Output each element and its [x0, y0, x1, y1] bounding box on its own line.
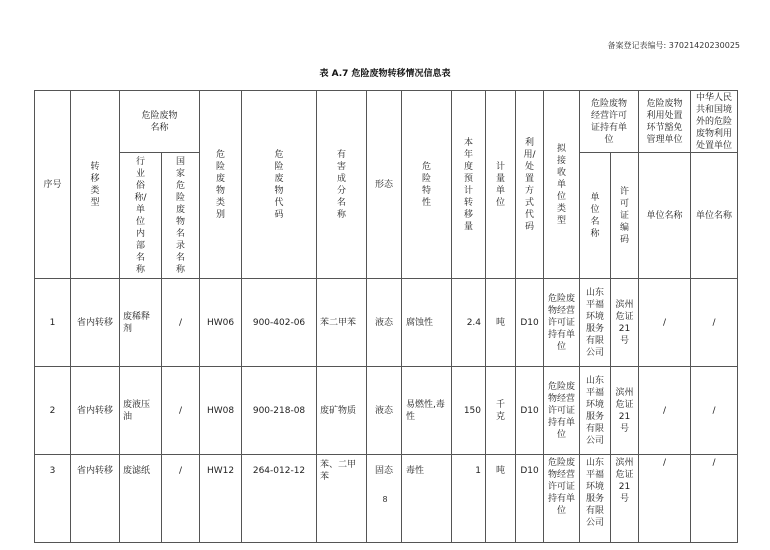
header-form: 形态: [367, 91, 402, 279]
header-waste-name-group: 危险废物名称: [120, 91, 200, 153]
cell-transfer-type: 省内转移: [71, 367, 120, 455]
cell-form: 固态: [367, 455, 402, 543]
header-unit-measure: 计量单位: [486, 91, 516, 279]
cell-disposal: D10: [516, 279, 544, 367]
header-transfer-type: 转移类型: [71, 91, 120, 279]
header-license-no: 许可证编码: [611, 153, 639, 279]
cell-amount: 1: [452, 455, 486, 543]
header-waste-category: 危险废物类别: [200, 91, 242, 279]
cell-hazard: 腐蚀性: [402, 279, 452, 367]
cell-abroad: /: [691, 367, 738, 455]
cell-category: HW08: [200, 367, 242, 455]
cell-seq: 2: [35, 367, 71, 455]
header-row-1: [35, 91, 738, 153]
cell-license: 滨州危证21号: [611, 367, 639, 455]
header-industry-name: 行业俗称/单位内部名称: [120, 153, 162, 279]
cell-unit: 千克: [486, 367, 516, 455]
cell-exempt: /: [639, 367, 691, 455]
header-holder-name: 单位名称: [580, 153, 611, 279]
cell-industry-name: 废液压油: [120, 367, 162, 455]
cell-seq: 1: [35, 279, 71, 367]
cell-hazard: 毒性: [402, 455, 452, 543]
header-license-holder-group: 危险废物经营许可证持有单位: [580, 91, 639, 153]
cell-license: 滨州危证21号: [611, 279, 639, 367]
cell-unit: 吨: [486, 279, 516, 367]
cell-code: 900-218-08: [242, 367, 317, 455]
header-harmful-components: 有害成分名称: [317, 91, 367, 279]
registration-number: 备案登记表编号: 37021420230025: [607, 41, 740, 50]
header-national-name: 国家危险废物名录名称: [162, 153, 200, 279]
cell-exempt: /: [639, 279, 691, 367]
table-frame: [34, 90, 737, 528]
cell-exempt: /: [639, 455, 691, 543]
cell-hazard: 易燃性,毒性: [402, 367, 452, 455]
cell-holder: 山东平福环境服务有限公司: [580, 279, 611, 367]
table-row: [35, 367, 738, 455]
header-seq: 序号: [35, 91, 71, 279]
table-row: [35, 279, 738, 367]
cell-industry-name: 废稀释剂: [120, 279, 162, 367]
waste-transfer-table: [34, 90, 738, 543]
header-annual-amount: 本年度预计转移量: [452, 91, 486, 279]
table-title: 表 A.7 危险废物转移情况信息表: [319, 69, 451, 79]
cell-form: 液态: [367, 367, 402, 455]
cell-national-name: /: [162, 367, 200, 455]
cell-amount: 2.4: [452, 279, 486, 367]
cell-category: HW12: [200, 455, 242, 543]
cell-receiver-type: 危险废物经营许可证持有单位: [544, 367, 580, 455]
cell-holder: 山东平福环境服务有限公司: [580, 367, 611, 455]
header-exempt-name: 单位名称: [639, 153, 691, 279]
cell-transfer-type: 省内转移: [71, 279, 120, 367]
header-receiver-type: 拟接收单位类型: [544, 91, 580, 279]
cell-seq: 3: [35, 455, 71, 543]
cell-license: 滨州危证21号: [611, 455, 639, 543]
cell-abroad: /: [691, 455, 738, 543]
cell-abroad: /: [691, 279, 738, 367]
header-disposal-code: 利用/处置方式代码: [516, 91, 544, 279]
cell-harmful: 苯、二甲苯: [317, 455, 367, 543]
cell-category: HW06: [200, 279, 242, 367]
header-hazard-property: 危险特性: [402, 91, 452, 279]
cell-code: 900-402-06: [242, 279, 317, 367]
cell-receiver-type: 危险废物经营许可证持有单位: [544, 279, 580, 367]
cell-national-name: /: [162, 455, 200, 543]
header-abroad-name: 单位名称: [691, 153, 738, 279]
cell-transfer-type: 省内转移: [71, 455, 120, 543]
header-abroad-group: 中华人民共和国境外的危险废物利用处置单位: [691, 91, 738, 153]
cell-industry-name: 废滤纸: [120, 455, 162, 543]
cell-holder: 山东平福环境服务有限公司: [580, 455, 611, 543]
cell-national-name: /: [162, 279, 200, 367]
cell-harmful: 苯二甲苯: [317, 279, 367, 367]
cell-code: 264-012-12: [242, 455, 317, 543]
cell-receiver-type: 危险废物经营许可证持有单位: [544, 455, 580, 543]
cell-unit: 吨: [486, 455, 516, 543]
header-exempt-group: 危险废物利用处置环节豁免管理单位: [639, 91, 691, 153]
header-waste-code: 危险废物代码: [242, 91, 317, 279]
page-number: 8: [382, 495, 388, 504]
cell-disposal: D10: [516, 367, 544, 455]
cell-disposal: D10: [516, 455, 544, 543]
cell-amount: 150: [452, 367, 486, 455]
cell-harmful: 废矿物质: [317, 367, 367, 455]
cell-form: 液态: [367, 279, 402, 367]
